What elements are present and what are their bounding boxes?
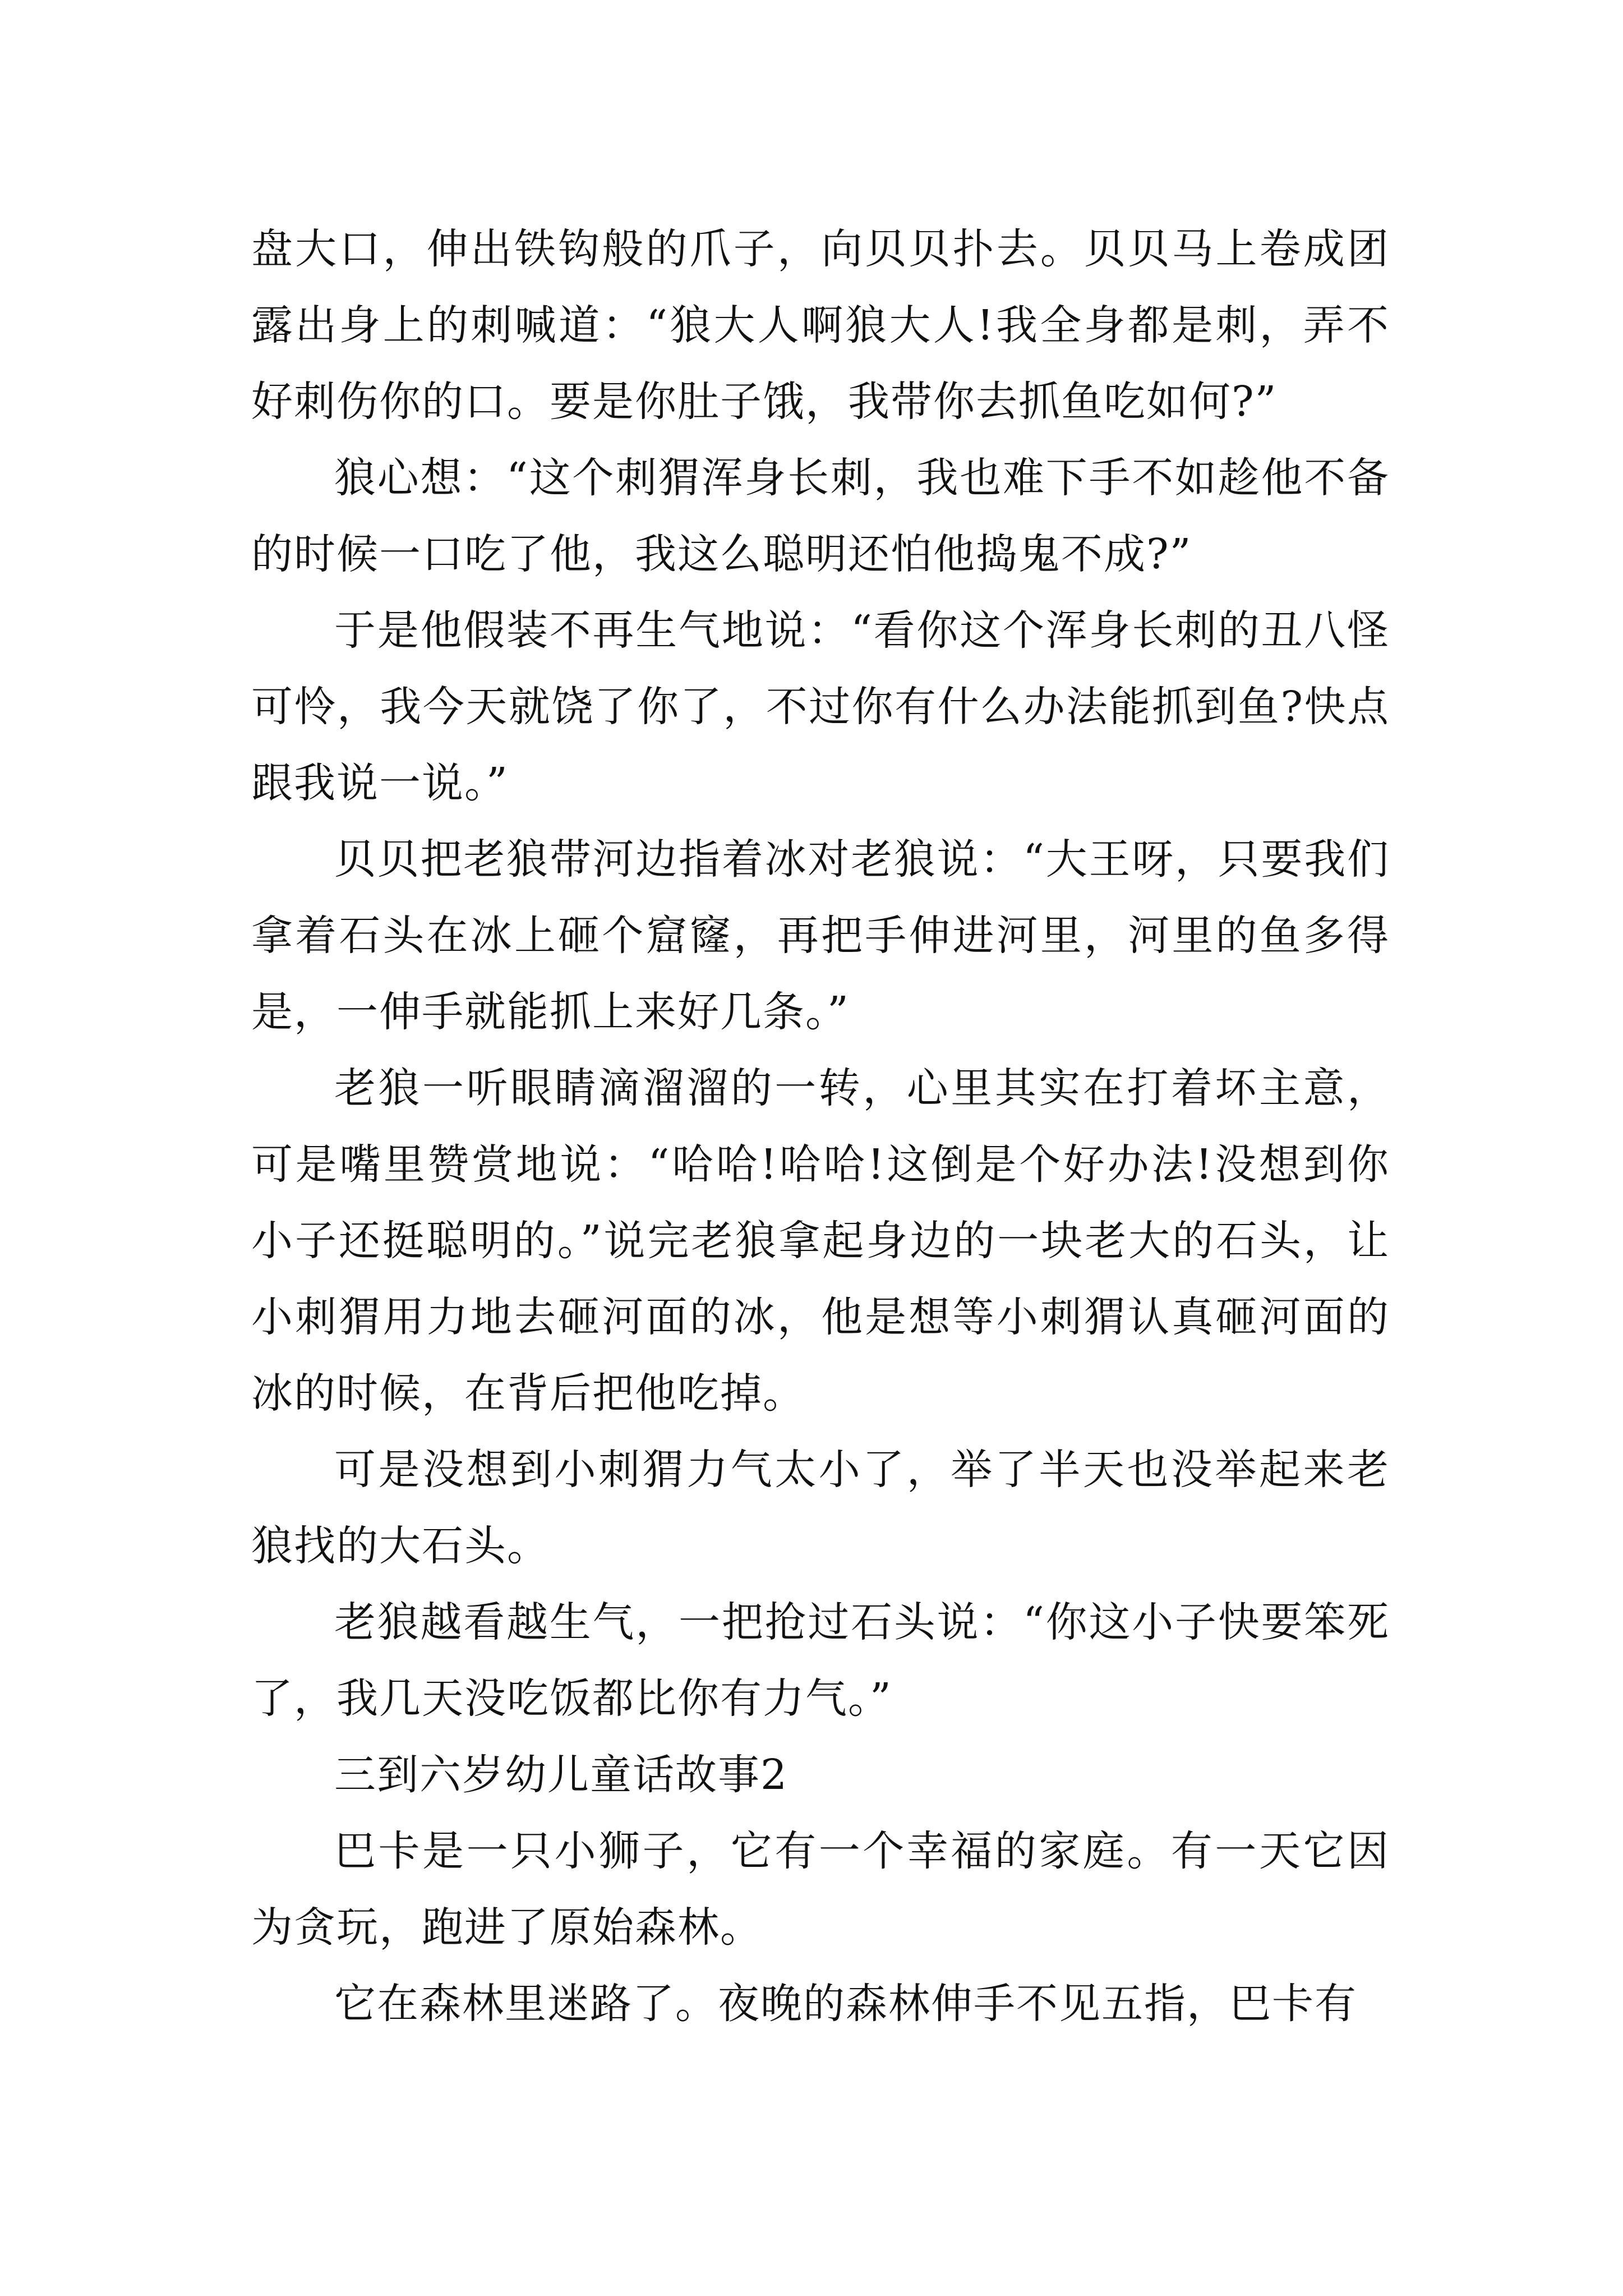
story-text-column [251, 211, 1390, 2042]
paragraph-1: 盘大口，伸出铁钩般的爪子，向贝贝扑去。贝贝马上卷成团露出身上的刺喊道：“狼大人啊狼大人!我全身都是刺，弄不好刺伤你的口。要是你肚子饿，我带你去抓鱼吃如何?” [251, 225, 1390, 426]
paragraph-3: 于是他假装不再生气地说：“看你这个浑身长刺的丑八怪可怜，我今天就饶了你了，不过你有什么办法能抓到鱼?快点跟我说一说。” [251, 606, 1390, 807]
paragraph-6: 可是没想到小刺猬力气太小了，举了半天也没举起来老狼找的大石头。 [251, 1446, 1390, 1570]
paragraph-9: 巴卡是一只小狮子，它有一个幸福的家庭。有一天它因为贪玩，跑进了原始森林。 [251, 1827, 1390, 1952]
paragraph-4: 贝贝把老狼带河边指着冰对老狼说：“大王呀，只要我们拿着石头在冰上砸个窟窿，再把手伸进河里，河里的鱼多得是，一伸手就能抓上来好几条。” [251, 835, 1390, 1036]
paragraph-5: 老狼一听眼睛滴溜溜的一转，心里其实在打着坏主意，可是嘴里赞赏地说：“哈哈!哈哈!这倒是个好办法!没想到你小子还挺聪明的。”说完老狼拿起身边的一块老大的石头，让小刺猬用力地去砸河面的冰，他是想等小刺猬认真砸河面的冰的时候，在背后把他吃掉。 [251, 1064, 1390, 1418]
paragraph-2: 狼心想：“这个刺猬浑身长刺，我也难下手不如趁他不备的时候一口吃了他，我这么聪明还怕他捣鬼不成?” [251, 454, 1390, 578]
paragraph-7: 老狼越看越生气，一把抢过石头说：“你这小子快要笨死了，我几天没吃饭都比你有力气。” [251, 1598, 1390, 1723]
paragraph-10: 它在森林里迷路了。夜晚的森林伸手不见五指，巴卡有 [334, 1980, 1357, 2028]
section-heading: 三到六岁幼儿童话故事2 [334, 1751, 789, 1799]
